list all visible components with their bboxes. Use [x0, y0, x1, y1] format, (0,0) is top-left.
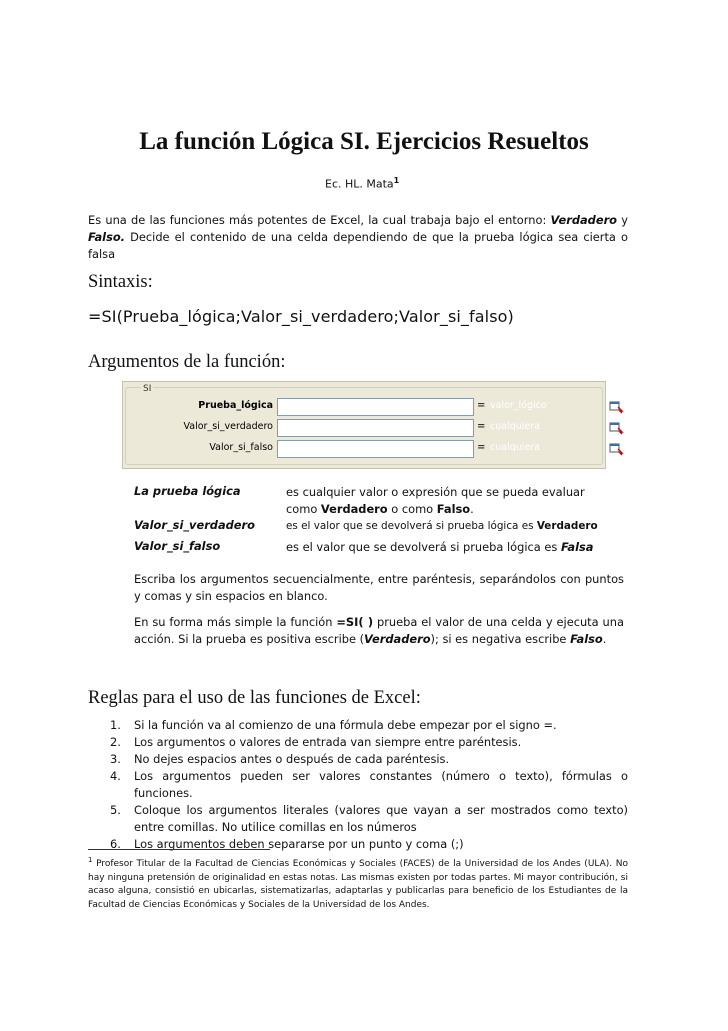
- dialog-row-prueba-logica: [123, 398, 605, 416]
- arg-desc-bold: Verdadero: [320, 502, 388, 516]
- arg-desc-text: es el valor que se devolverá si prueba lógica es: [286, 520, 537, 532]
- syntax-formula: =SI(Prueba_lógica;Valor_si_verdadero;Valor_si_falso): [88, 307, 514, 326]
- list-item: [88, 836, 628, 853]
- simple-bold-verdadero: Verdadero: [364, 632, 431, 646]
- author-name: Ec. HL. Mata: [325, 177, 394, 191]
- footnote-number: 1: [88, 856, 93, 864]
- list-item-number: 5.: [110, 803, 121, 817]
- valor-si-verdadero-input[interactable]: [277, 419, 474, 437]
- arg-description: [286, 518, 616, 535]
- arg-desc-bold: Falso: [436, 502, 471, 516]
- collapse-dialog-icon[interactable]: [609, 400, 624, 414]
- list-item-number: 4.: [110, 769, 121, 783]
- list-item-text: Los argumentos deben separarse por un punto y coma (;): [134, 837, 464, 851]
- intro-paragraph: [88, 212, 628, 263]
- dialog-label-prueba-logica: Prueba_lógica: [198, 400, 273, 411]
- dialog-label-valor-si-falso: Valor_si_falso: [209, 442, 273, 453]
- footnote-mark: 1: [393, 176, 400, 185]
- list-item: [88, 751, 628, 768]
- valor-si-falso-input[interactable]: [277, 440, 474, 458]
- arg-name: Valor_si_falso: [134, 539, 221, 553]
- intro-text-2: y: [617, 213, 628, 227]
- collapse-dialog-icon[interactable]: [609, 421, 624, 435]
- dialog-equals: =: [477, 442, 486, 453]
- list-item-number: 2.: [110, 735, 121, 749]
- arg-desc-bold: Falsa: [560, 540, 594, 554]
- rules-list: [88, 717, 628, 853]
- arg-desc-text: es el valor que se devolverá si prueba lógica es: [286, 540, 561, 554]
- intro-text-1: Es una de las funciones más potentes de Excel, la cual trabaja bajo el entorno:: [88, 213, 551, 227]
- list-item: [88, 768, 628, 802]
- args-paragraph: Escriba los argumentos secuencialmente, entre paréntesis, separándolos con puntos y comas y sin espacios en blanco.: [134, 572, 624, 603]
- arg-name: La prueba lógica: [134, 484, 241, 498]
- arg-desc-text: o como: [387, 502, 437, 516]
- collapse-dialog-icon[interactable]: [609, 442, 624, 456]
- simple-text-1: En su forma más simple la función: [134, 615, 337, 629]
- arg-desc-text: .: [470, 502, 474, 516]
- dialog-equals: =: [477, 421, 486, 432]
- simple-text-3: ); si es negativa escribe: [430, 632, 571, 646]
- arg-description: [286, 539, 616, 556]
- dialog-value-hint: cualquiera: [490, 442, 540, 453]
- footnote: [88, 854, 628, 913]
- simple-bold-si: =SI( ): [336, 615, 374, 629]
- simple-form-paragraph: [134, 614, 624, 648]
- intro-text-3: Decide el contenido de una celda dependiendo de que la prueba lógica sea cierta o falsa: [88, 230, 628, 261]
- arg-description: [286, 484, 616, 518]
- list-item-number: 6.: [110, 837, 121, 851]
- arg-desc-text: es cualquier valor o expresión que se pueda evaluar como: [286, 485, 585, 516]
- argumentos-heading: Argumentos de la función:: [88, 352, 286, 372]
- list-item-text: Los argumentos pueden ser valores constantes (número o texto), fórmulas o funciones.: [134, 769, 628, 800]
- footnote-separator: [88, 849, 270, 850]
- page-title: La función Lógica SI. Ejercicios Resueltos: [139, 128, 589, 155]
- dialog-equals: =: [477, 400, 486, 411]
- dialog-label-valor-si-verdadero: Valor_si_verdadero: [183, 421, 273, 432]
- simple-text-4: .: [602, 632, 607, 646]
- dialog-row-valor-si-verdadero: [123, 419, 605, 437]
- prueba-logica-input[interactable]: [277, 398, 474, 416]
- list-item-number: 1.: [110, 718, 121, 732]
- excel-si-dialog: [122, 381, 606, 469]
- simple-bold-falso: Falso: [570, 632, 603, 646]
- author-line: [325, 176, 399, 191]
- list-item-text: Si la función va al comienzo de una fórmula debe empezar por el signo =.: [134, 718, 557, 732]
- intro-bold-falso: Falso.: [88, 230, 125, 244]
- simple-text-2: prueba el valor de una celda y ejecuta una acción. Si la prueba es positiva escribe (: [134, 615, 624, 646]
- sintaxis-heading: Sintaxis:: [88, 272, 153, 292]
- arg-name: Valor_si_verdadero: [134, 518, 255, 532]
- list-item: [88, 802, 628, 836]
- list-item-text: Los argumentos o valores de entrada van siempre entre paréntesis.: [134, 735, 522, 749]
- list-item-text: Coloque los argumentos literales (valores que vayan a ser mostrados como texto) entre comillas. No utilice comillas en los números: [134, 803, 628, 834]
- dialog-value-hint: cualquiera: [490, 421, 540, 432]
- list-item: [88, 734, 628, 751]
- dialog-legend: SI: [143, 384, 152, 394]
- intro-bold-verdadero: Verdadero: [550, 213, 618, 227]
- list-item: [88, 717, 628, 734]
- footnote-text: Profesor Titular de la Facultad de Ciencias Económicas y Sociales (FACES) de la Universidad de los Andes (ULA). No hay ninguna pretensión de originalidad en estas notas. Las mismas existen por todas partes. Mi mayor contribución, si acaso alguna, consistió en ubicarlas, sistematizarlas, adaptarlas y publicarlas para beneficio de los Estudiantes de la Facultad de Ciencias Económicas y Sociales de la Universidad de los Andes.: [88, 859, 628, 911]
- dialog-value-hint: valor_lógico: [490, 400, 547, 411]
- dialog-row-valor-si-falso: [123, 440, 605, 458]
- list-item-number: 3.: [110, 752, 121, 766]
- list-item-text: No dejes espacios antes o después de cada paréntesis.: [134, 752, 450, 766]
- arg-desc-bold: Verdadero: [536, 520, 598, 532]
- reglas-heading: Reglas para el uso de las funciones de Excel:: [88, 688, 421, 708]
